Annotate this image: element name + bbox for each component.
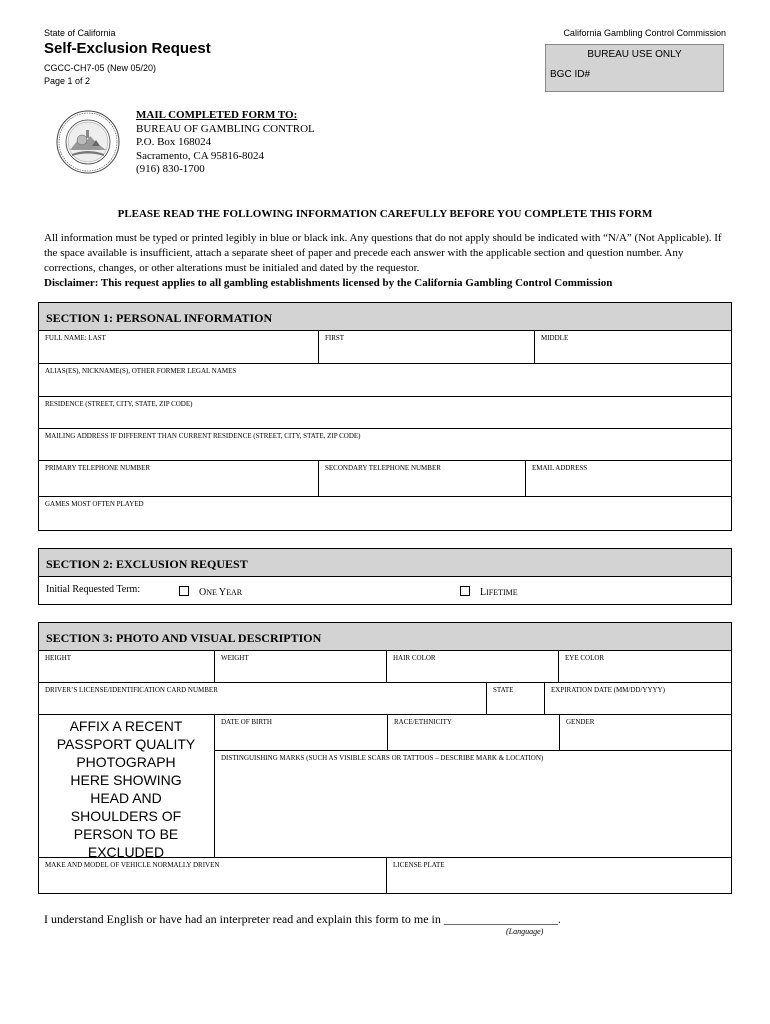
initial-term-label: Initial Requested Term:	[46, 584, 141, 595]
race-field[interactable]	[387, 715, 559, 751]
state-seal-icon	[56, 110, 120, 174]
mail-line: P.O. Box 168024	[136, 136, 212, 148]
photo-instructions: AFFIX A RECENT PASSPORT QUALITY PHOTOGRAPH HERE SHOWING HEAD AND SHOULDERS OF PERSON TO BE EXCLUDED	[56, 718, 196, 860]
height-label: HEIGHT	[45, 654, 72, 662]
hair-color-field[interactable]	[386, 651, 558, 682]
games-label: GAMES MOST OFTEN PLAYED	[45, 500, 144, 508]
primary-phone-field[interactable]	[39, 461, 318, 496]
page-number: Page 1 of 2	[44, 76, 91, 86]
mailing-address-field[interactable]	[39, 429, 731, 461]
physical-row	[39, 651, 731, 683]
state-label: State of California	[44, 28, 116, 38]
section-3-title: SECTION 3: PHOTO AND VISUAL DESCRIPTION	[39, 623, 731, 651]
race-label: RACE/ETHNICITY	[394, 718, 452, 726]
email-field[interactable]	[525, 461, 731, 496]
first-name-label: FIRST	[325, 334, 345, 342]
license-state-field[interactable]	[486, 683, 544, 714]
photo-row	[39, 715, 731, 858]
section-2-title: SECTION 2: EXCLUSION REQUEST	[39, 549, 731, 577]
gender-field[interactable]	[559, 715, 731, 751]
hair-color-label: HAIR COLOR	[393, 654, 436, 662]
lifetime-label: LIFETIME	[480, 587, 518, 598]
bureau-use-box	[545, 44, 724, 92]
vehicle-field[interactable]	[39, 858, 386, 894]
bgc-id-label: BGC ID#	[550, 69, 591, 80]
distinguishing-marks-label: DISTINGUISHING MARKS (SUCH AS VISIBLE SCARS OR TATTOOS – DESCRIBE MARK & LOCATION)	[221, 754, 544, 762]
vehicle-row	[39, 858, 731, 894]
phone-row	[39, 461, 731, 497]
instructions-body	[44, 231, 728, 291]
license-number-field[interactable]	[39, 683, 486, 714]
section-1-title: SECTION 1: PERSONAL INFORMATION	[39, 303, 731, 331]
height-field[interactable]	[39, 651, 214, 682]
section-personal-information	[38, 302, 732, 531]
bureau-use-title: BUREAU USE ONLY	[587, 49, 682, 60]
last-name-field[interactable]	[39, 331, 318, 363]
license-number-label: DRIVER’S LICENSE/IDENTIFICATION CARD NUMBER	[45, 686, 218, 694]
disclaimer: Disclaimer: This request applies to all gambling establishments licensed by the California Gambling Control Commission	[44, 277, 613, 289]
photo-right-area	[214, 715, 731, 857]
secondary-phone-label: SECONDARY TELEPHONE NUMBER	[325, 464, 441, 472]
section-photo-visual-description	[38, 622, 732, 894]
vehicle-label: MAKE AND MODEL OF VEHICLE NORMALLY DRIVEN	[45, 861, 220, 869]
email-label: EMAIL ADDRESS	[532, 464, 588, 472]
mailing-address-block	[136, 109, 315, 177]
residence-label: RESIDENCE (STREET, CITY, STATE, ZIP CODE)	[45, 400, 193, 408]
license-plate-field[interactable]	[386, 858, 731, 894]
residence-field[interactable]	[39, 397, 731, 429]
middle-name-field[interactable]	[534, 331, 731, 363]
instructions-heading: PLEASE READ THE FOLLOWING INFORMATION CAREFULLY BEFORE YOU COMPLETE THIS FORM	[117, 208, 653, 220]
last-name-label: FULL NAME: LAST	[45, 334, 106, 342]
dob-label: DATE OF BIRTH	[221, 718, 272, 726]
eye-color-field[interactable]	[558, 651, 731, 682]
mail-heading: MAIL COMPLETED FORM TO:	[136, 109, 298, 121]
form-title: Self-Exclusion Request	[44, 40, 211, 57]
aliases-field[interactable]	[39, 364, 731, 397]
language-statement: I understand English or have had an interpreter read and explain this form to me in ___________________.	[44, 912, 561, 926]
aliases-label: ALIAS(ES), NICKNAME(S), OTHER FORMER LEGAL NAMES	[45, 367, 237, 375]
mailing-address-label: MAILING ADDRESS IF DIFFERENT THAN CURRENT RESIDENCE (STREET, CITY, STATE, ZIP CODE)	[45, 432, 361, 440]
gender-label: GENDER	[566, 718, 595, 726]
distinguishing-marks-field[interactable]	[215, 751, 731, 857]
primary-phone-label: PRIMARY TELEPHONE NUMBER	[45, 464, 151, 472]
name-row	[39, 331, 731, 364]
section-exclusion-request	[38, 548, 732, 605]
weight-label: WEIGHT	[221, 654, 249, 662]
license-state-label: STATE	[493, 686, 514, 694]
license-row	[39, 683, 731, 715]
form-number: CGCC-CH7-05 (New 05/20)	[44, 63, 157, 73]
mail-line: BUREAU OF GAMBLING CONTROL	[136, 122, 315, 135]
dob-field[interactable]	[215, 715, 387, 751]
license-plate-label: LICENSE PLATE	[393, 861, 445, 869]
eye-color-label: EYE COLOR	[565, 654, 605, 662]
games-field[interactable]	[39, 497, 731, 530]
language-caption: (Language)	[506, 927, 544, 936]
expiration-date-field[interactable]	[544, 683, 731, 714]
mail-line: Sacramento, CA 95816-8024	[136, 149, 265, 162]
instructions-text: All information must be typed or printed legibly in blue or black ink. Any questions that do not apply should be indicated with “N/A” (Not Applicable). If the space available is insufficient, attach a separate sheet of paper and precede each answer with the applicable section and question number. Any corrections, changes, or other alterations must be initialed and dated by the requestor.	[44, 232, 722, 274]
mail-phone: (916) 830-1700	[136, 163, 205, 175]
expiration-date-label: EXPIRATION DATE (MM/DD/YYYY)	[551, 686, 665, 694]
agency-label: California Gambling Control Commission	[563, 28, 726, 38]
first-name-field[interactable]	[318, 331, 534, 363]
middle-name-label: MIDDLE	[541, 334, 569, 342]
one-year-checkbox[interactable]	[179, 586, 189, 596]
one-year-label: ONE YEAR	[199, 587, 243, 598]
lifetime-checkbox[interactable]	[460, 586, 470, 596]
photo-box[interactable]	[39, 715, 214, 860]
secondary-phone-field[interactable]	[318, 461, 525, 496]
weight-field[interactable]	[214, 651, 386, 682]
